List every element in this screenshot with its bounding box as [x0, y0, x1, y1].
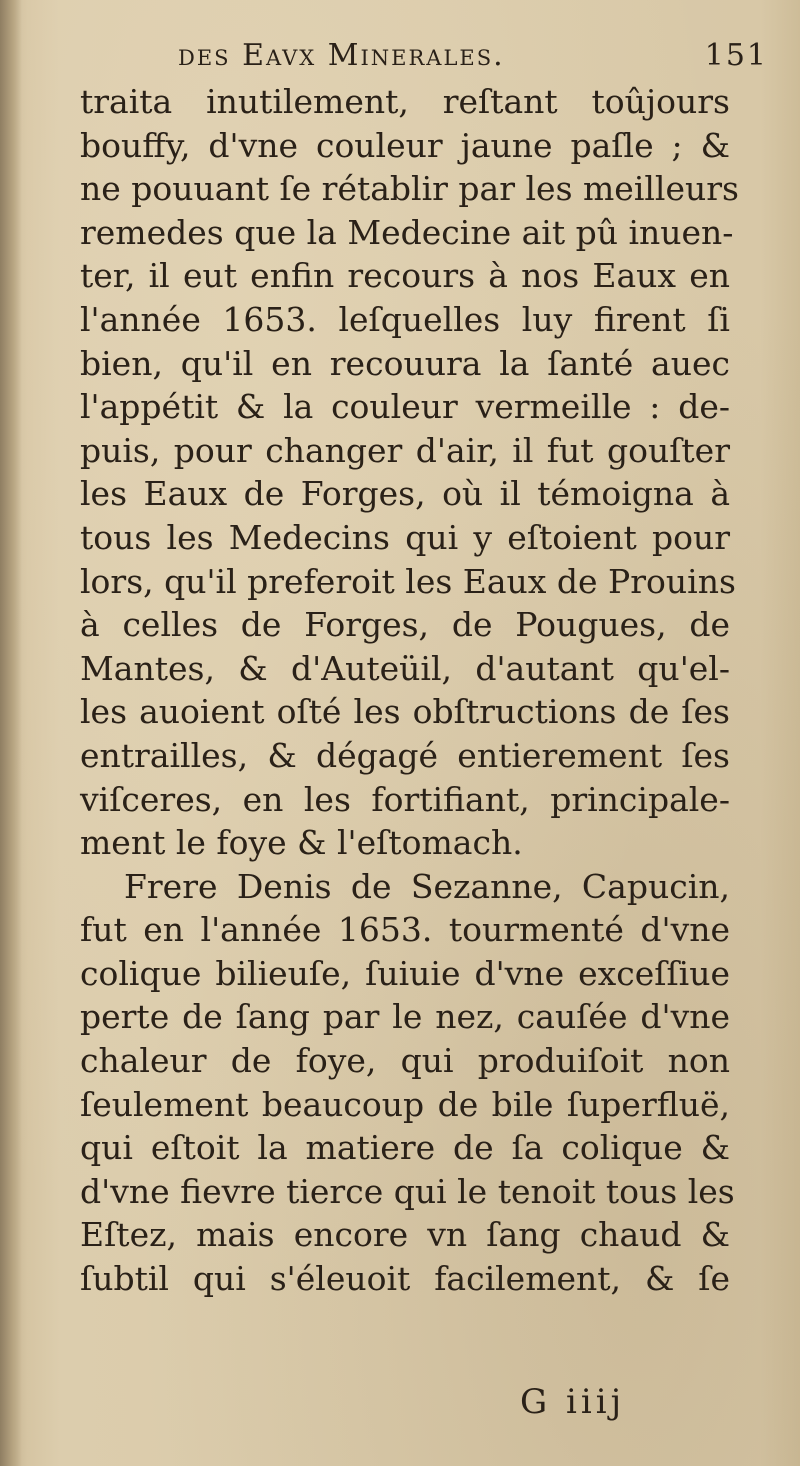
text-line: fut en l'année 1653. tourmenté d'vne: [80, 910, 730, 950]
text-line: tous les Medecins qui y eſtoient pour: [80, 517, 730, 557]
text-line: les Eaux de Forges, où il témoigna à: [80, 474, 730, 514]
text-line: ter, il eut enfin recours à nos Eaux en: [80, 256, 730, 296]
text-line: traita inutilement, reſtant toûjours: [80, 82, 730, 121]
page-number: 151: [704, 38, 768, 73]
text-line: Eſtez, mais encore vn ſang chaud &: [80, 1215, 730, 1255]
text-line: entrailles, & dégagé entierement ſes: [80, 735, 730, 775]
text-line: ſeulement beaucoup de bile ſuperfluë,: [80, 1084, 730, 1124]
running-title: des Eavx Minerales.: [178, 38, 505, 73]
text-line: bien, qu'il en recouura la ſanté auec: [80, 343, 730, 383]
text-line: ſubtil qui s'éleuoit facilement, & ſe: [80, 1259, 730, 1299]
text-line: bouffy, d'vne couleur jaune paſle ; &: [80, 125, 730, 165]
paragraph-start-line: Frere Denis de Sezanne, Capucin,: [124, 866, 730, 906]
text-line: viſceres, en les fortifiant, principale-: [80, 779, 730, 819]
text-line: l'année 1653. leſquelles luy firent ſi: [80, 299, 730, 339]
text-line: chaleur de foye, qui produiſoit non: [80, 1041, 730, 1081]
text-line: perte de ſang par le nez, cauſée d'vne: [80, 997, 730, 1037]
text-line: puis, pour changer d'air, il fut gouſter: [80, 430, 730, 470]
running-header: [178, 38, 768, 82]
text-line: les auoient oſté les obſtructions de ſes: [80, 692, 730, 732]
text-line: à celles de Forges, de Pougues, de: [80, 605, 730, 645]
body-text: [80, 80, 739, 1301]
text-line: ne pouuant ſe rétablir par les meilleurs: [80, 169, 739, 209]
binding-gutter: [0, 0, 22, 1466]
paragraph-end-line: ment le foye & l'eſtomach.: [80, 823, 523, 863]
text-line: Mantes, & d'Auteüil, d'autant qu'el-: [80, 648, 730, 688]
text-line: lors, qu'il preferoit les Eaux de Prouins: [80, 561, 736, 601]
text-line: d'vne fievre tierce qui le tenoit tous les: [80, 1171, 735, 1211]
text-line: remedes que la Medecine ait pû inuen-: [80, 212, 734, 252]
text-line: colique bilieuſe, ſuiuie d'vne exceſſiue: [80, 953, 730, 993]
text-line: qui eſtoit la matiere de ſa colique &: [80, 1128, 730, 1168]
signature-mark: G iiij: [520, 1382, 626, 1422]
text-line: l'appétit & la couleur vermeille : de-: [80, 387, 730, 427]
